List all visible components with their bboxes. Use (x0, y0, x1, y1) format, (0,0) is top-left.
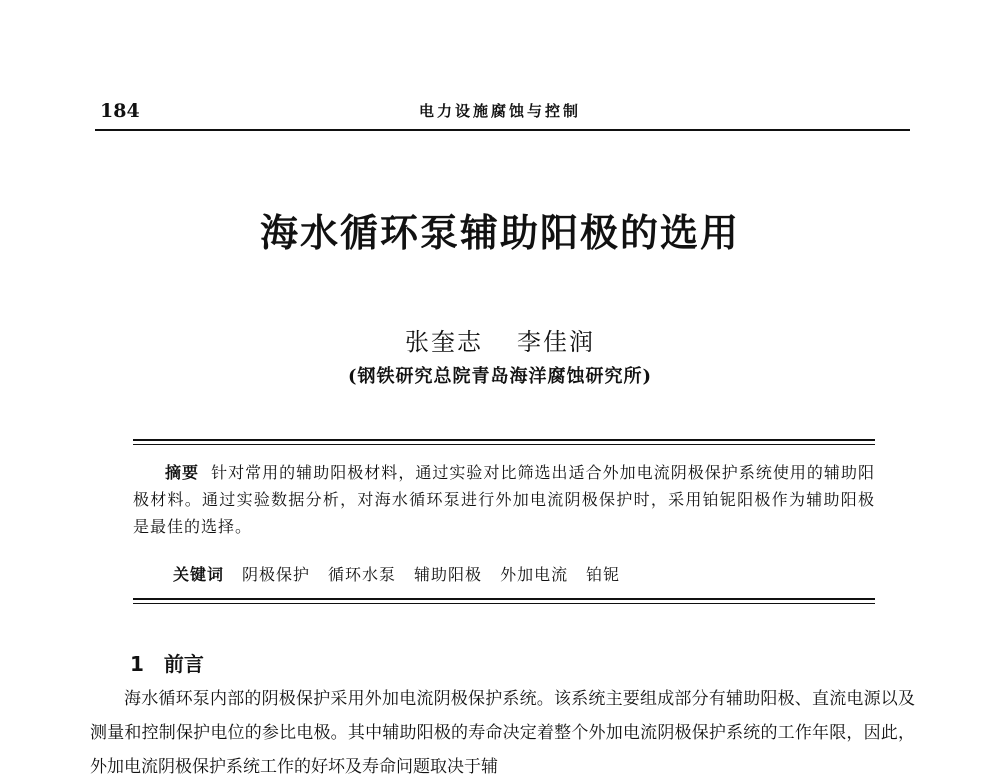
keyword: 辅助阳极 (414, 565, 483, 584)
section-number: 1 (130, 652, 144, 676)
abstract-label: 摘要 (165, 463, 200, 482)
body-paragraph: 海水循环泵内部的阴极保护采用外加电流阴极保护系统。该系统主要组成部分有辅助阳极、直流电源以及测量和控制保护电位的参比电极。其中辅助阳极的寿命决定着整个外加电流阴极保护系统的工作年限，因此，外加电流阴极保护系统工作的好坏及寿命问题取决于辅 (90, 689, 915, 777)
page-number: 184 (100, 100, 140, 122)
abstract-block (133, 459, 875, 540)
keyword: 阴极保护 (242, 565, 311, 584)
header-rule (95, 129, 910, 131)
section-title: 前言 (163, 652, 204, 676)
keyword: 铂铌 (586, 565, 621, 584)
body-paragraph-block (90, 682, 915, 784)
author-name: 李佳润 (517, 328, 595, 356)
section-heading (130, 648, 204, 677)
abstract-text: 针对常用的辅助阳极材料，通过实验对比筛选出适合外加电流阴极保护系统使用的辅助阳极材料。通过实验数据分析，对海水循环泵进行外加电流阴极保护时，采用铂铌阳极作为辅助阳极是最佳的选择。 (133, 463, 875, 536)
authors (0, 322, 1000, 357)
author-name: 张奎志 (405, 328, 483, 356)
abstract-bottom-rule (133, 598, 875, 604)
article-title: 海水循环泵辅助阳极的选用 (259, 210, 740, 255)
keyword: 循环水泵 (328, 565, 397, 584)
keywords-line (173, 562, 638, 585)
affiliation: (钢铁研究总院青岛海洋腐蚀研究所) (347, 366, 653, 387)
abstract-top-rule (133, 439, 875, 445)
journal-title: 电力设施腐蚀与控制 (418, 102, 581, 120)
keywords-label: 关键词 (173, 565, 225, 584)
keyword: 外加电流 (500, 565, 569, 584)
